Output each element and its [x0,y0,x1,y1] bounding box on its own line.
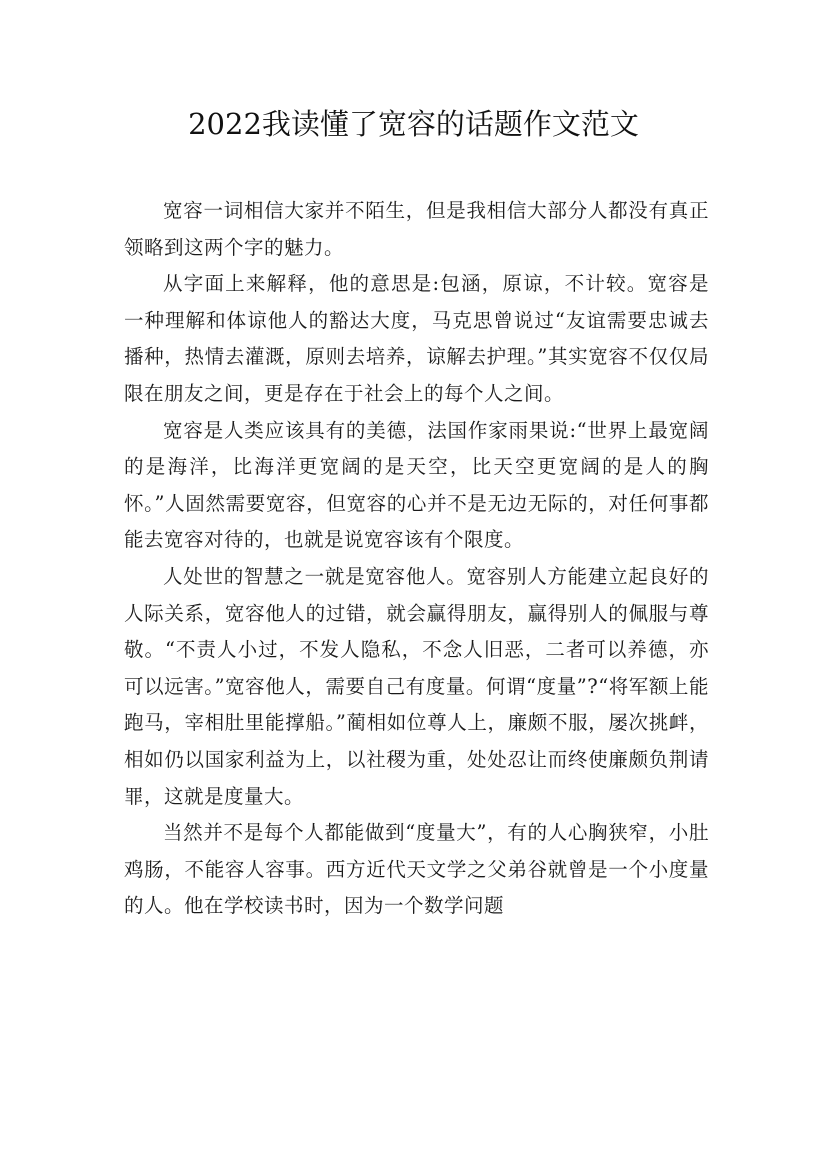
document-title: 2022我读懂了宽容的话题作文范文 [188,107,639,141]
paragraph: 宽容一词相信大家并不陌生，但是我相信大部分人都没有真正领略到这两个字的魅力。 [124,199,709,259]
paragraph: 当然并不是每个人都能做到“度量大”，有的人心胸狭窄，小肚鸡肠，不能容人容事。西方近代天文学之父弟谷就曾是一个小度量的人。他在学校读书时，因为一个数学问题 [124,821,709,918]
paragraph: 人处世的智慧之一就是宽容他人。宽容别人方能建立起良好的人际关系，宽容他人的过错，就会赢得朋友，赢得别人的佩服与尊敬。“不责人小过，不发人隐私，不念人旧恶，二者可以养德，亦可以远害。”宽容他人，需要自己有度量。何谓“度量”?“将军额上能跑马，宰相肚里能撑船。”蔺相如位尊人上，廉颇不服，屡次挑衅，相如仍以国家利益为上，以社稷为重，处处忍让而终使廉颇负荆请罪，这就是度量大。 [124,564,709,808]
paragraph: 宽容是人类应该具有的美德，法国作家雨果说:“世界上最宽阔的是海洋，比海洋更宽阔的是天空，比天空更宽阔的是人的胸怀。”人固然需要宽容，但宽容的心并不是无边无际的，对任何事都能去宽容对待的，也就是说宽容该有个限度。 [124,418,709,552]
paragraph: 从字面上来解释，他的意思是:包涵，原谅，不计较。宽容是一种理解和体谅他人的豁达大度，马克思曾说过“友谊需要忠诚去播种，热情去灌溉，原则去培养，谅解去护理。”其实宽容不仅仅局限在朋友之间，更是存在于社会上的每个人之间。 [124,272,709,405]
document-body [124,193,709,925]
